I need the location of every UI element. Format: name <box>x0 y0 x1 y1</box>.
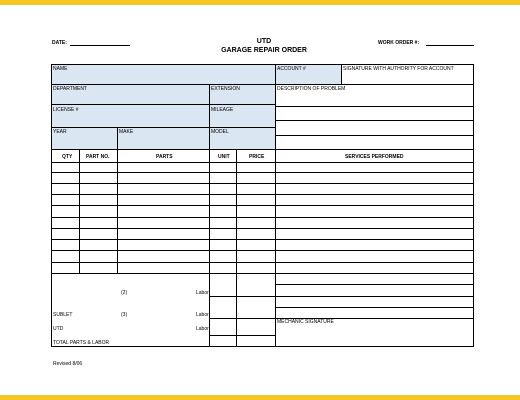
utd-label: UTD <box>53 326 64 332</box>
total-label: TOTAL PARTS & LABOR <box>53 340 110 346</box>
extension-label: EXTENSION <box>211 86 240 92</box>
model-label: MODEL <box>211 129 229 135</box>
unit-header: UNIT <box>218 154 230 160</box>
name-label: NAME <box>53 66 68 72</box>
description-label: DESCRIPTION OF PROBLEM <box>277 86 346 92</box>
labor-2-label: Labor <box>196 312 209 318</box>
name-field[interactable] <box>52 65 275 84</box>
top-border <box>0 0 520 5</box>
mechanic-signature-label: MECHANIC SIGNATURE <box>277 319 334 325</box>
part-no-header: PART NO. <box>86 154 110 160</box>
year-label: YEAR <box>53 129 67 135</box>
bottom-border <box>0 395 520 400</box>
work-order-field[interactable] <box>426 45 474 46</box>
license-label: LICENSE # <box>53 107 79 113</box>
qty-header: QTY <box>62 154 73 160</box>
price-header: PRICE <box>249 154 265 160</box>
signature-authority-label: SIGNATURE WITH AUTHORITY FOR ACCOUNT <box>343 66 454 72</box>
department-label: DEPARTMENT <box>53 86 87 92</box>
qty-2-label: (2) <box>121 290 128 296</box>
parts-header: PARTS <box>156 154 173 160</box>
sublet-label: SUBLET <box>53 312 73 318</box>
revised-label: Revised 8/06 <box>53 361 83 367</box>
make-label: MAKE <box>119 129 134 135</box>
work-order-label: WORK ORDER #: <box>378 40 420 46</box>
labor-3-label: Labor <box>196 326 209 332</box>
services-header: SERVICES PERFORMED <box>345 154 404 160</box>
date-label: DATE: <box>52 40 67 46</box>
qty-3-label: (3) <box>121 312 128 318</box>
account-label: ACCOUNT # <box>277 66 306 72</box>
mileage-label: MILEAGE <box>211 107 234 113</box>
form-title: GARAGE REPAIR ORDER <box>221 47 307 54</box>
date-field[interactable] <box>70 45 130 46</box>
form-title-utd: UTD <box>256 38 272 45</box>
labor-1-label: Labor <box>196 290 209 296</box>
